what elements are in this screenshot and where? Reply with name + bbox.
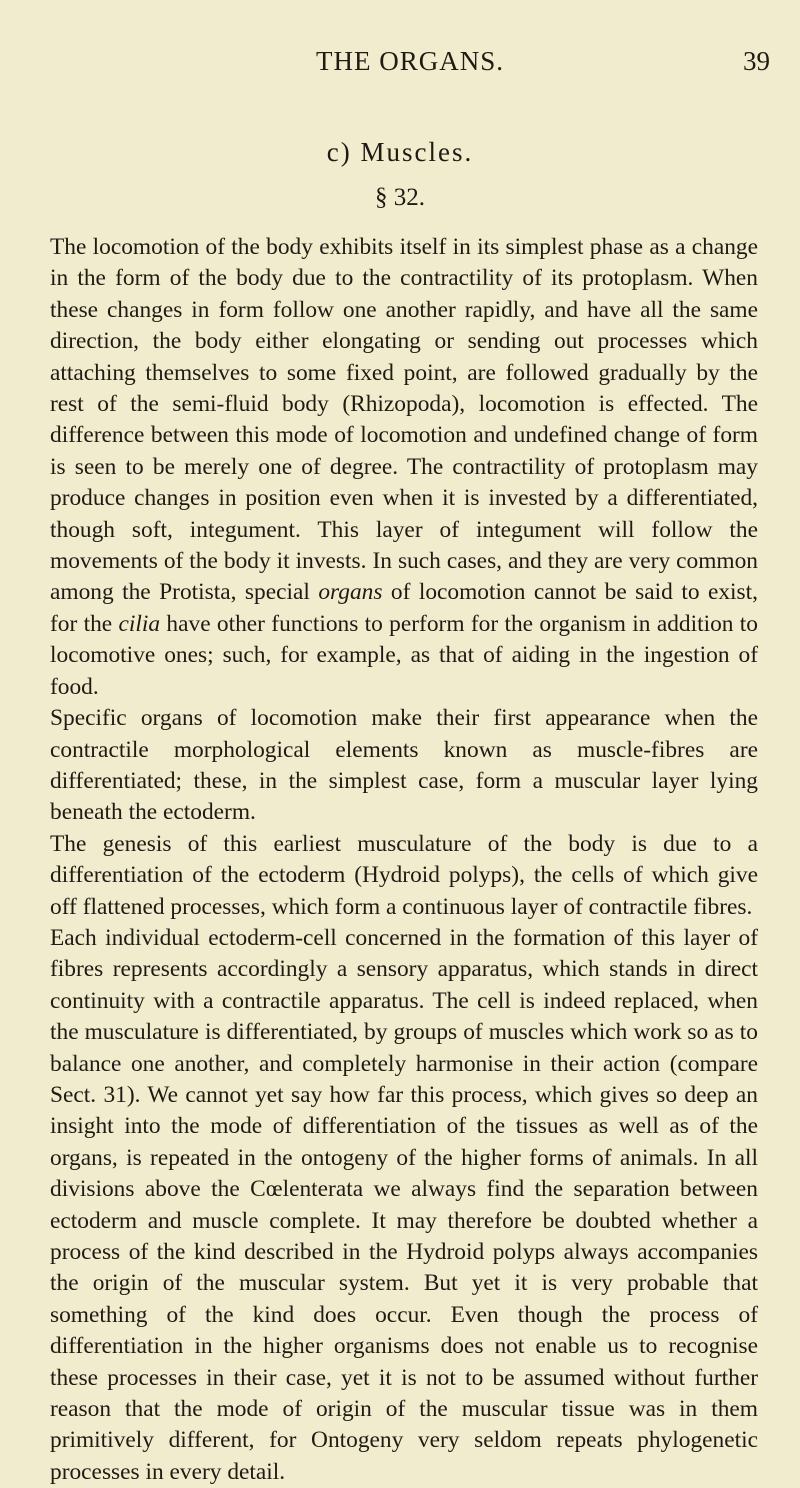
paragraph [50,703,758,829]
italic-term-organs: organs [318,579,383,606]
paragraph [50,232,758,703]
section-title: c) Muscles. [326,137,474,167]
paragraph-text: Specific organs of locomotion make their first appearance when the contractile morphological elements known as muscle-fibres are differentiated; these, in the simplest case, form a muscular layer lying beneath the ectoderm. [50,705,758,826]
running-head: THE ORGANS. [315,46,504,76]
paragraph-text: The locomotion of the body exhibits itself in its simplest phase as a change in the form of the body due to the contractility of its protoplasm. When these changes in form follow one another rapidly, and have all the same direction, the body either elongating or sending out processes which attaching themselves to some fixed point, are followed gradually by the rest of the semi-fluid body (Rhizopoda), locomotion is effected. The difference between this mode of locomotion and undefined change of form is seen to be merely one of degree. The contractility of protoplasm may produce changes in position even when it is invested by a differentiated, though soft, integument. This layer of integument will follow the movements of the body it invests. In such cases, and they are very common among the Protista, special [50,234,758,606]
paragraph-text: of locomotion cannot be said to exist, for the [50,579,758,637]
section-number: § 32. [375,184,425,211]
paragraph-text: Each individual ectoderm-cell concerned in the formation of this layer of fibres represents accordingly a sensory apparatus, which stands in direct continuity with a contractile apparatus. The cell is indeed replaced, when the musculature is differentiated, by groups of muscles which work so as to balance one another, and completely harmonise in their action (compare Sect. 31). We cannot yet say how far this process, which gives so deep an insight into the mode of differentiation of the tissues as well as of the organs, is repeated in the ontogeny of the higher forms of animals. In all divisions above the Cœlenterata we always find the separation between ectoderm and muscle complete. It may therefore be doubted whether a process of the kind described in the Hydroid polyps always accompanies the origin of the muscular system. But yet it is very probable that something of the kind does occur. Even though the process of differentiation in the higher organisms does not enable us to recognise these processes in their case, yet it is not to be assumed without further reason that the mode of origin of the muscular tissue was in them primitively different, for Ontogeny very seldom repeats phylogenetic processes in every detail. [50,924,758,1485]
paragraph-text: The genesis of this earliest musculature of the body is due to a differentiation of the ectoderm (Hydroid polyps), the cells of which give off flattened processes, which form a continuous layer of contractile fibres. [50,830,758,920]
page-number: 39 [743,46,770,76]
paragraph-text: have other functions to perform for the organism in addition to locomotive ones; such, for example, as that of aiding in the ingestion of food. [50,610,759,700]
paragraph [50,923,758,1488]
paragraph [50,829,758,923]
italic-term-cilia: cilia [118,610,161,637]
page-header [50,46,770,86]
body-text [50,232,758,1488]
